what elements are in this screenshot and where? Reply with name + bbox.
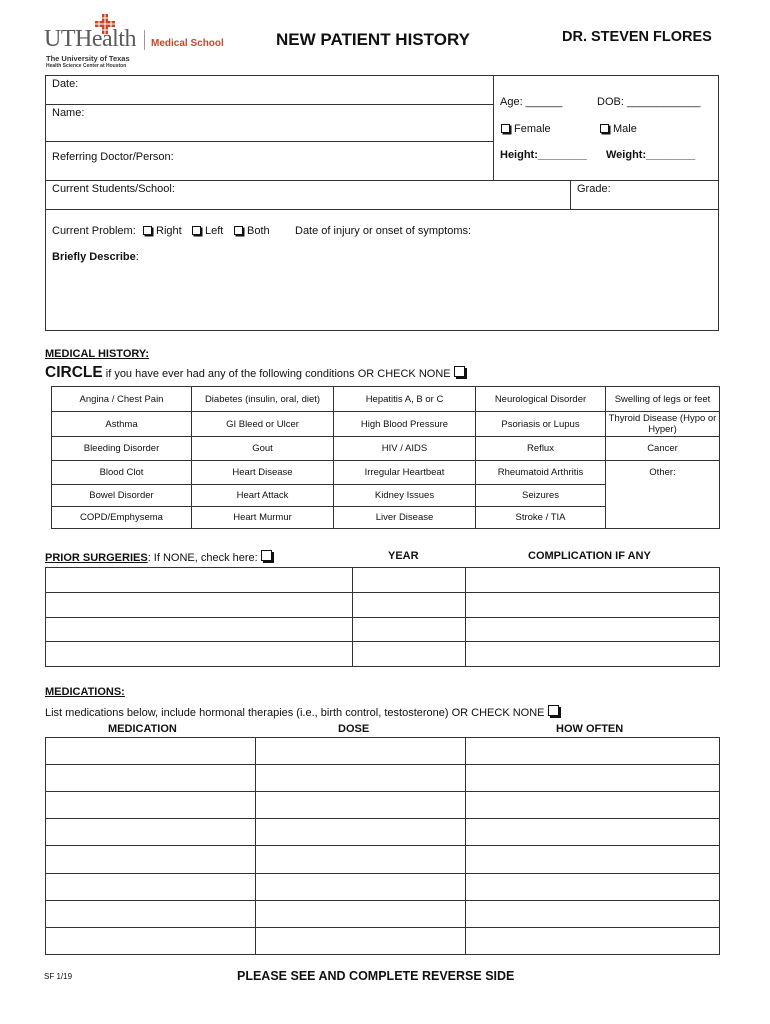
how-often-cell[interactable] bbox=[466, 765, 720, 792]
medication-cell[interactable] bbox=[46, 901, 256, 928]
logo-wordmark: UTHealth bbox=[44, 26, 136, 52]
dose-cell[interactable] bbox=[256, 819, 466, 846]
logo-subtitle-small: Health Science Center at Houston bbox=[46, 63, 127, 69]
how-often-cell[interactable] bbox=[466, 819, 720, 846]
condition-cell[interactable]: Blood Clot bbox=[52, 461, 192, 485]
how-often-cell[interactable] bbox=[466, 738, 720, 765]
condition-cell[interactable]: Cancer bbox=[606, 437, 720, 461]
medical-history-heading: MEDICAL HISTORY: bbox=[45, 348, 150, 360]
medication-header: MEDICATION bbox=[108, 723, 177, 735]
dose-cell[interactable] bbox=[256, 928, 466, 955]
dose-cell[interactable] bbox=[256, 846, 466, 874]
school-field[interactable]: Current Students/School: bbox=[52, 183, 175, 195]
dose-header: DOSE bbox=[338, 723, 370, 735]
medications-heading: MEDICATIONS: bbox=[45, 686, 125, 698]
condition-cell[interactable]: Bowel Disorder bbox=[52, 485, 192, 507]
condition-cell[interactable]: Asthma bbox=[52, 412, 192, 437]
dose-cell[interactable] bbox=[256, 738, 466, 765]
surgery-cell[interactable] bbox=[46, 642, 353, 667]
condition-cell[interactable]: Reflux bbox=[476, 437, 606, 461]
logo-subtitle: The University of Texas bbox=[46, 54, 130, 63]
medical-history-instruction: CIRCLE if you have ever had any of the following conditions OR CHECK NONE bbox=[45, 364, 465, 382]
how-often-cell[interactable] bbox=[466, 846, 720, 874]
how-often-cell[interactable] bbox=[466, 874, 720, 901]
surgeries-table bbox=[45, 567, 720, 667]
condition-cell[interactable]: Liver Disease bbox=[334, 507, 476, 529]
condition-cell[interactable]: GI Bleed or Ulcer bbox=[192, 412, 334, 437]
condition-cell[interactable]: Seizures bbox=[476, 485, 606, 507]
medications-table bbox=[45, 737, 720, 955]
weight-field[interactable]: Weight:________ bbox=[606, 149, 696, 161]
medication-cell[interactable] bbox=[46, 874, 256, 901]
condition-cell[interactable]: COPD/Emphysema bbox=[52, 507, 192, 529]
surgery-cell[interactable] bbox=[46, 618, 353, 642]
name-field[interactable]: Name: bbox=[52, 107, 85, 119]
left-option[interactable]: Left bbox=[192, 225, 223, 237]
complication-cell[interactable] bbox=[466, 642, 720, 667]
checkbox-icon[interactable] bbox=[501, 124, 510, 133]
condition-cell[interactable]: Irregular Heartbeat bbox=[334, 461, 476, 485]
divider bbox=[45, 104, 494, 105]
divider bbox=[45, 180, 719, 181]
female-option[interactable]: Female bbox=[501, 123, 551, 135]
demographics-box bbox=[45, 75, 719, 331]
medication-cell[interactable] bbox=[46, 928, 256, 955]
surgery-cell[interactable] bbox=[46, 593, 353, 618]
dose-cell[interactable] bbox=[256, 901, 466, 928]
dose-cell[interactable] bbox=[256, 765, 466, 792]
doctor-name: DR. STEVEN FLORES bbox=[562, 29, 712, 45]
complication-header: COMPLICATION IF ANY bbox=[528, 550, 651, 562]
both-option[interactable]: Both bbox=[234, 225, 270, 237]
checkbox-icon[interactable] bbox=[600, 124, 609, 133]
reverse-side-note: PLEASE SEE AND COMPLETE REVERSE SIDE bbox=[237, 969, 515, 983]
checkbox-icon[interactable] bbox=[548, 705, 559, 716]
condition-cell[interactable]: Rheumatoid Arthritis bbox=[476, 461, 606, 485]
condition-cell[interactable]: Kidney Issues bbox=[334, 485, 476, 507]
condition-cell[interactable]: Neurological Disorder bbox=[476, 387, 606, 412]
form-code: SF 1/19 bbox=[44, 972, 73, 981]
medication-cell[interactable] bbox=[46, 765, 256, 792]
divider bbox=[45, 141, 494, 142]
divider bbox=[493, 75, 494, 181]
how-often-header: HOW OFTEN bbox=[556, 723, 624, 735]
medication-cell[interactable] bbox=[46, 792, 256, 819]
complication-cell[interactable] bbox=[466, 593, 720, 618]
logo-divider bbox=[144, 30, 145, 50]
height-field[interactable]: Height:________ bbox=[500, 149, 587, 161]
checkbox-icon[interactable] bbox=[143, 226, 152, 235]
condition-cell[interactable]: Bleeding Disorder bbox=[52, 437, 192, 461]
condition-cell[interactable]: Thyroid Disease (Hypo or Hyper) bbox=[606, 412, 720, 437]
how-often-cell[interactable] bbox=[466, 792, 720, 819]
condition-cell[interactable]: Stroke / TIA bbox=[476, 507, 606, 529]
condition-cell[interactable]: Hepatitis A, B or C bbox=[334, 387, 476, 412]
describe-field[interactable]: Briefly Describe: bbox=[52, 251, 139, 263]
condition-cell[interactable]: Gout bbox=[192, 437, 334, 461]
grade-field[interactable]: Grade: bbox=[577, 183, 611, 195]
complication-cell[interactable] bbox=[466, 568, 720, 593]
condition-cell[interactable]: Heart Disease bbox=[192, 461, 334, 485]
condition-cell[interactable]: Swelling of legs or feet bbox=[606, 387, 720, 412]
condition-cell[interactable]: High Blood Pressure bbox=[334, 412, 476, 437]
how-often-cell[interactable] bbox=[466, 928, 720, 955]
condition-cell[interactable]: Heart Attack bbox=[192, 485, 334, 507]
checkbox-icon[interactable] bbox=[192, 226, 201, 235]
surgeries-heading: PRIOR SURGERIES: If NONE, check here: bbox=[45, 550, 272, 564]
page-title: NEW PATIENT HISTORY bbox=[276, 30, 470, 49]
current-problem-label: Current Problem: bbox=[52, 225, 136, 237]
male-option[interactable]: Male bbox=[600, 123, 637, 135]
logo-division: Medical School bbox=[151, 38, 224, 49]
dose-cell[interactable] bbox=[256, 874, 466, 901]
dob-field[interactable]: DOB: ____________ bbox=[597, 96, 701, 108]
medication-cell[interactable] bbox=[46, 846, 256, 874]
medications-instruction: List medications below, include hormonal therapies (i.e., birth control, testosterone) OR CHECK NONE bbox=[45, 705, 559, 719]
referring-field[interactable]: Referring Doctor/Person: bbox=[52, 151, 174, 163]
right-option[interactable]: Right bbox=[143, 225, 182, 237]
condition-cell[interactable]: Psoriasis or Lupus bbox=[476, 412, 606, 437]
medication-cell[interactable] bbox=[46, 738, 256, 765]
age-field[interactable]: Age: ______ bbox=[500, 96, 563, 108]
condition-cell[interactable]: Heart Murmur bbox=[192, 507, 334, 529]
checkbox-icon[interactable] bbox=[234, 226, 243, 235]
complication-cell[interactable] bbox=[466, 618, 720, 642]
conditions-table bbox=[51, 386, 720, 529]
year-cell[interactable] bbox=[353, 568, 466, 593]
condition-cell[interactable]: Angina / Chest Pain bbox=[52, 387, 192, 412]
condition-cell[interactable]: HIV / AIDS bbox=[334, 437, 476, 461]
dose-cell[interactable] bbox=[256, 792, 466, 819]
year-cell[interactable] bbox=[353, 642, 466, 667]
date-field[interactable]: Date: bbox=[52, 78, 79, 90]
year-header: YEAR bbox=[388, 550, 419, 562]
how-often-cell[interactable] bbox=[466, 901, 720, 928]
other-conditions-cell[interactable]: Other: bbox=[606, 461, 720, 529]
medication-cell[interactable] bbox=[46, 819, 256, 846]
condition-cell[interactable]: Diabetes (insulin, oral, diet) bbox=[192, 387, 334, 412]
divider bbox=[45, 209, 719, 210]
onset-field[interactable]: Date of injury or onset of symptoms: bbox=[295, 225, 472, 237]
divider bbox=[570, 180, 571, 210]
checkbox-icon[interactable] bbox=[261, 550, 272, 561]
checkbox-icon[interactable] bbox=[454, 366, 465, 377]
year-cell[interactable] bbox=[353, 593, 466, 618]
year-cell[interactable] bbox=[353, 618, 466, 642]
surgery-cell[interactable] bbox=[46, 568, 353, 593]
